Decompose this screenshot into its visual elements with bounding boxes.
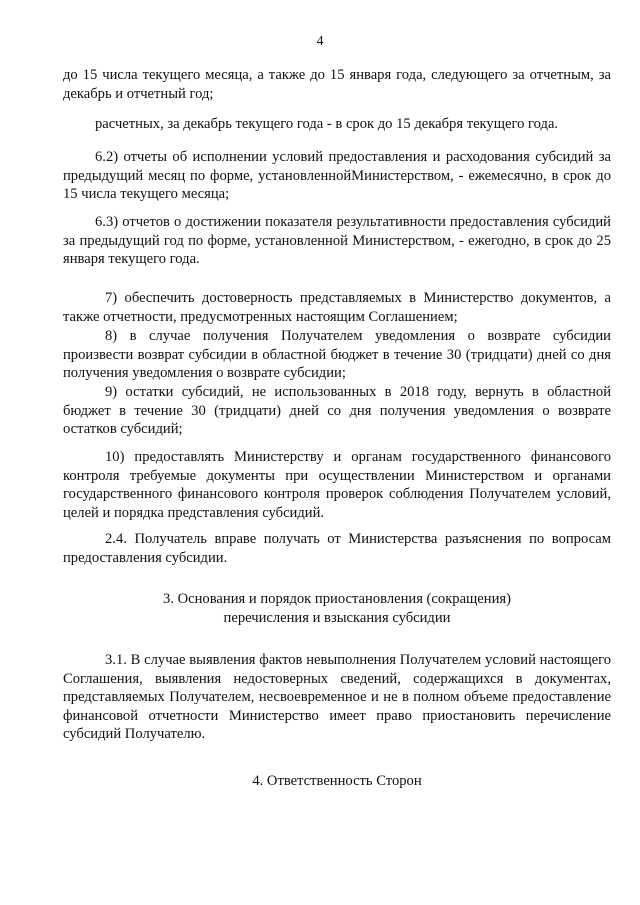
paragraph-3-1: 3.1. В случае выявления фактов невыполнения Получателем условий настоящего Соглашения, выявления недостоверных сведений, содержащихся в документах, представляемых Получателем, несвоевременное и не в полном объеме предоставление финансовой отчетности Министерство имеет право приостановить перечисление субсидий Получателю. [63, 652, 611, 742]
paragraph-6-2: 6.2) отчеты об исполнении условий предоставления и расходования субсидий за предыдущий месяц по форме, установленнойМинистерством, - ежемесячно, в срок до 15 числа текущего месяца; [63, 149, 611, 202]
paragraph-deadline-monthly: до 15 числа текущего месяца, а также до 15 января года, следующего за отчетным, за декабрь и отчетный год; [63, 67, 611, 102]
page-number: 4 [316, 34, 324, 49]
paragraph-deadline-december: расчетных, за декабрь текущего года - в срок до 15 декабря текущего года. [95, 116, 559, 132]
section-3-heading-line2: перечисления и взыскания субсидии [223, 610, 451, 626]
paragraph-item-7: 7) обеспечить достоверность представляемых в Министерство документов, а также отчетности, предусмотренных настоящим Соглашением; [63, 290, 611, 325]
paragraph-6-3: 6.3) отчетов о достижении показателя результативности предоставления субсидий за предыдущий год по форме, установленной Министерством, - ежегодно, в срок до 25 января текущего года. [63, 214, 611, 267]
section-4-heading: 4. Ответственность Сторон [252, 773, 422, 789]
paragraph-item-8: 8) в случае получения Получателем уведомления о возврате субсидии произвести возврат субсидии в областной бюджет в течение 30 (тридцати) дней со дня получения уведомления о возврате субсидии; [63, 328, 611, 381]
paragraph-item-10: 10) предоставлять Министерству и органам государственного финансового контроля требуемые документы при осуществлении Министерством и органами государственного финансового контроля проверок соблюдения Получателем условий, целей и порядка представления субсидий. [63, 449, 611, 521]
paragraph-item-9: 9) остатки субсидий, не использованных в 2018 году, вернуть в областной бюджет в течение 30 (тридцати) дней со дня получения уведомления о возврате остатков субсидий; [63, 384, 611, 437]
section-3-heading-line1: 3. Основания и порядок приостановления (сокращения) [163, 591, 511, 607]
paragraph-2-4: 2.4. Получатель вправе получать от Министерства разъяснения по вопросам предоставления субсидии. [63, 531, 611, 566]
